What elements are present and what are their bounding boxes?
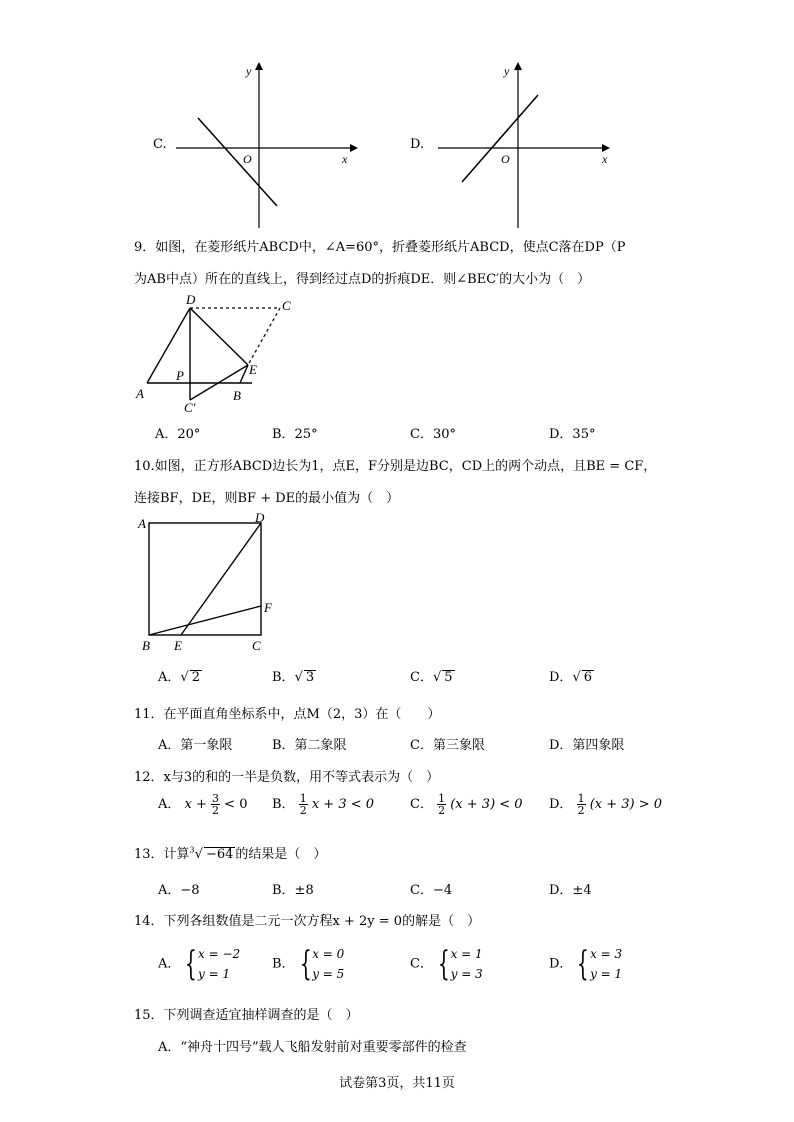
q13-option-d[interactable]: D．±4 — [549, 883, 592, 898]
fraction-denominator: 2 — [299, 804, 307, 817]
q9-label-b: B — [233, 388, 241, 403]
graph-c-x-label: x — [342, 152, 348, 166]
q9-line2: 为AB中点）所在的直线上，得到经过点D的折痕DE．则∠BEC′的大小为（ ） — [134, 272, 591, 287]
q10-option-a-radicand: 2 — [191, 670, 200, 685]
sqrt-symbol: √ — [294, 670, 303, 685]
q9-rhombus-figure — [130, 290, 310, 420]
q11-stem: 11．在平面直角坐标系中，点M（2，3）在（ ） — [134, 707, 441, 722]
q13-stem-pre: 13．计算 — [134, 847, 190, 862]
q12-option-c-post: (x + 3) < 0 — [450, 797, 523, 812]
q12-option-a-label: A． — [158, 797, 181, 812]
q9-option-d[interactable]: D．35° — [549, 427, 596, 442]
q12-option-b[interactable] — [272, 793, 374, 816]
q11-option-c[interactable]: C．第三象限 — [410, 738, 485, 753]
q12-option-d-fraction — [577, 793, 586, 816]
q14-option-c[interactable] — [410, 944, 483, 984]
q13-option-a[interactable]: A．−8 — [158, 883, 200, 898]
q14-option-b-system — [312, 944, 344, 984]
q9-option-c[interactable]: C．30° — [410, 427, 456, 442]
equation-1: x = 0 — [312, 947, 345, 961]
q14-stem: 14．下列各组数值是二元一次方程x + 2y = 0的解是（ ） — [134, 914, 481, 929]
q15-option-a[interactable]: A．“神舟十四号”载人飞船发射前对重要零部件的检查 — [158, 1040, 467, 1055]
q10-option-c-label: C． — [410, 670, 433, 685]
equation-2: y = 5 — [312, 967, 345, 981]
graph-c-line — [198, 118, 277, 206]
brace-icon: { — [299, 944, 312, 984]
q9-label-c-prime: C′ — [184, 400, 196, 415]
graph-d-option-label: D. — [410, 137, 425, 152]
q12-option-a-pre: x + — [184, 797, 207, 812]
q9-option-b[interactable]: B．25° — [272, 427, 318, 442]
fraction-denominator: 2 — [577, 804, 585, 817]
sqrt-symbol: √ — [572, 670, 581, 685]
equation-1: x = 1 — [450, 947, 483, 961]
q11-option-d[interactable]: D．第四象限 — [549, 738, 625, 753]
q14-option-b[interactable] — [272, 944, 344, 984]
brace-icon: { — [437, 944, 450, 984]
q14-option-a-system — [198, 944, 240, 984]
q12-option-c-fraction — [437, 793, 446, 816]
q9-label-p: P — [176, 368, 184, 383]
q12-option-b-label: B． — [272, 797, 295, 812]
graph-d-origin-label: O — [501, 152, 510, 166]
q14-option-c-label: C． — [410, 956, 433, 972]
q9-label-d: D — [186, 292, 196, 307]
q12-option-d[interactable] — [549, 793, 662, 816]
fraction-numerator: 3 — [212, 792, 220, 805]
graph-c-option-label: C. — [153, 137, 167, 152]
q10-option-d[interactable] — [549, 666, 594, 685]
q12-option-a-post: < 0 — [224, 797, 248, 812]
q10-square-figure — [134, 508, 284, 658]
q9-label-c: C — [282, 298, 291, 313]
q10-label-d: D — [255, 510, 265, 525]
q9-line1: 9．如图，在菱形纸片ABCD中，∠A=60°，折叠菱形纸片ABCD，使点C落在DP（P — [134, 240, 626, 255]
q10-option-d-label: D． — [549, 670, 573, 685]
q12-option-b-fraction — [299, 793, 308, 816]
q11-option-b[interactable]: B．第二象限 — [272, 738, 347, 753]
graph-d-line — [462, 95, 538, 182]
graph-d-x-arrow — [602, 144, 610, 152]
graph-d-y-arrow — [514, 62, 522, 70]
q13-radicand: −64 — [205, 847, 234, 862]
q14-option-a[interactable] — [158, 944, 240, 984]
q10-option-b[interactable] — [272, 666, 316, 685]
q9-segment-ce-dashed — [248, 308, 280, 365]
q10-segment-bf — [149, 606, 261, 635]
brace-icon: { — [577, 944, 590, 984]
q14-option-d[interactable] — [549, 944, 622, 984]
q14-option-b-label: B． — [272, 956, 295, 972]
q9-segment-de — [190, 308, 248, 365]
q10-line2: 连接BF，DE，则BF + DE的最小值为（ ） — [134, 491, 400, 506]
q13-stem — [134, 843, 326, 862]
q13-stem-post: 的结果是（ ） — [235, 847, 327, 862]
page-footer: 试卷第3页，共11页 — [339, 1076, 455, 1091]
graph-c-y-arrow — [255, 62, 263, 70]
q10-segment-de — [181, 523, 261, 635]
q10-label-a: A — [138, 516, 146, 531]
sqrt-symbol: √ — [432, 670, 442, 685]
q12-option-b-post: x + 3 < 0 — [311, 797, 375, 812]
fraction-numerator: 1 — [299, 792, 307, 805]
q12-stem: 12．x与3的和的一半是负数，用不等式表示为（ ） — [134, 770, 440, 785]
q12-option-a-fraction — [211, 793, 220, 816]
equation-1: x = −2 — [198, 947, 241, 961]
q14-option-d-label: D． — [549, 956, 573, 972]
fraction-numerator: 1 — [577, 792, 585, 805]
fraction-numerator: 1 — [438, 792, 446, 805]
graph-c — [170, 60, 360, 230]
equation-2: y = 1 — [198, 967, 231, 981]
q14-option-a-label: A． — [158, 956, 181, 972]
q9-option-a[interactable]: A．20° — [155, 427, 201, 442]
q12-option-a[interactable] — [158, 793, 247, 816]
q10-option-b-radicand: 3 — [305, 670, 315, 685]
fraction-denominator: 2 — [212, 804, 220, 817]
q10-option-a[interactable] — [158, 666, 202, 685]
graph-c-x-arrow — [350, 144, 358, 152]
fraction-denominator: 2 — [438, 804, 446, 817]
sqrt-symbol: √ — [180, 670, 189, 685]
q14-option-d-system — [590, 944, 622, 984]
q12-option-c[interactable] — [410, 793, 523, 816]
q10-option-c-radicand: 5 — [444, 670, 453, 685]
q9-label-a: A — [136, 386, 144, 401]
q10-option-b-label: B． — [272, 670, 295, 685]
q10-label-f: F — [264, 600, 272, 615]
q13-option-c[interactable]: C．−4 — [410, 883, 453, 898]
equation-1: x = 3 — [590, 947, 623, 961]
q15-stem: 15．下列调查适宜抽样调查的是（ ） — [134, 1008, 359, 1023]
q10-label-b: B — [142, 638, 150, 653]
graph-c-origin-label: O — [243, 152, 252, 166]
graph-c-y-label: y — [246, 64, 252, 78]
q9-label-e: E — [249, 362, 257, 377]
q13-option-b[interactable]: B．±8 — [272, 883, 314, 898]
q10-option-d-radicand: 6 — [583, 670, 593, 685]
q10-label-c: C — [252, 638, 261, 653]
graph-d — [432, 60, 622, 230]
equation-2: y = 1 — [590, 967, 623, 981]
equation-2: y = 3 — [450, 967, 483, 981]
q13-root-index: 3 — [189, 845, 195, 855]
q10-option-a-label: A． — [158, 670, 181, 685]
sqrt-symbol: √ — [194, 847, 203, 862]
q11-option-a[interactable]: A．第一象限 — [158, 738, 233, 753]
q10-option-c[interactable] — [410, 666, 455, 685]
q12-option-c-label: C． — [410, 797, 433, 812]
q14-option-c-system — [451, 944, 483, 984]
brace-icon: { — [185, 944, 198, 984]
q10-label-e: E — [174, 638, 182, 653]
graph-d-y-label: y — [504, 64, 510, 78]
q12-option-d-post: (x + 3) > 0 — [589, 797, 663, 812]
q12-option-d-label: D． — [549, 797, 573, 812]
q10-line1: 10.如图，正方形ABCD边长为1，点E，F分别是边BC，CD上的两个动点，且BE = CF， — [134, 459, 657, 474]
graph-d-x-label: x — [602, 152, 608, 166]
q10-square — [149, 523, 261, 635]
